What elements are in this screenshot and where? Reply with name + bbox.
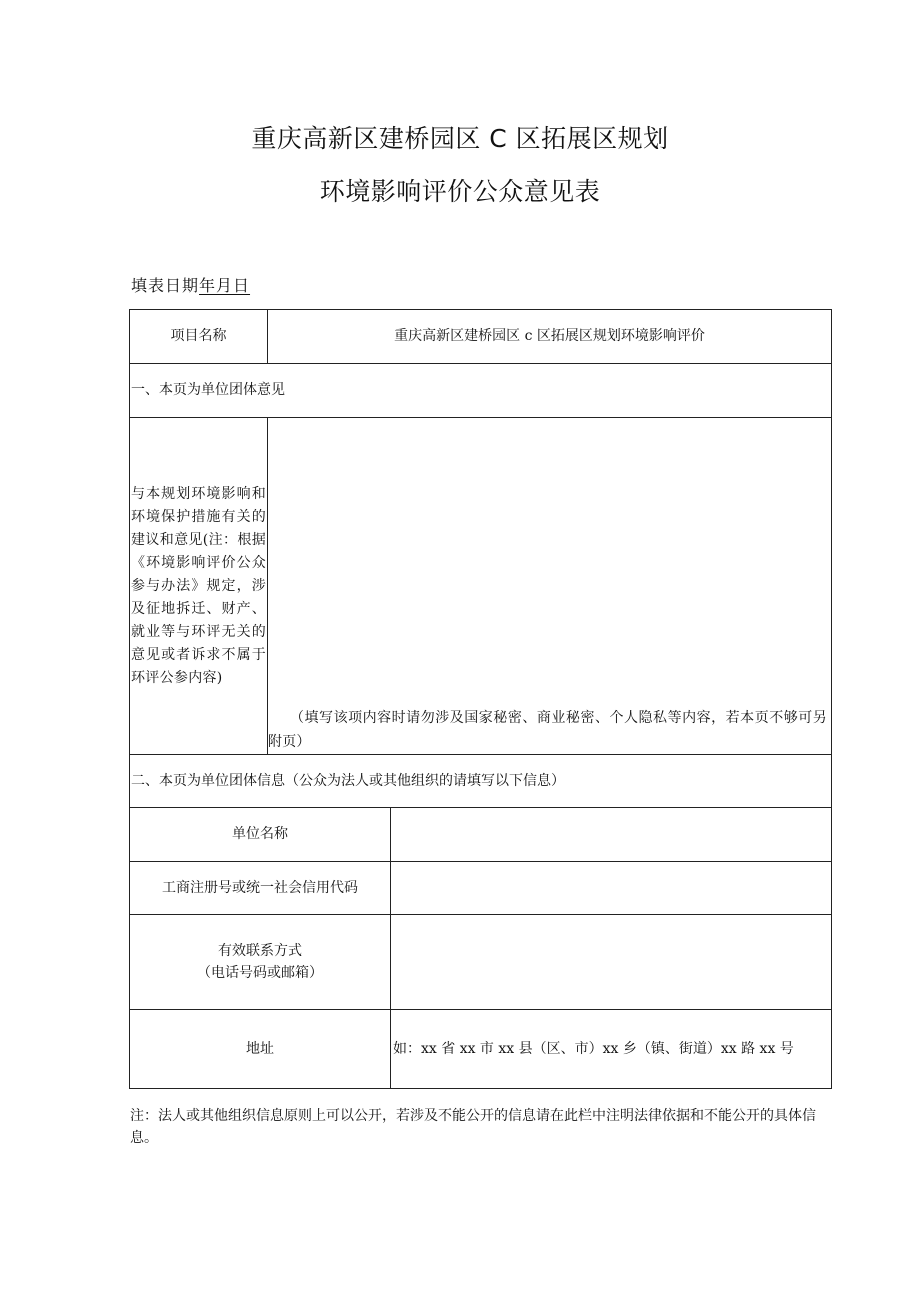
opinion-hint: （填写该项内容时请勿涉及国家秘密、商业秘密、个人隐私等内容，若本页不够可另附页） bbox=[268, 710, 827, 750]
contact-label-line1: 有效联系方式 bbox=[218, 943, 302, 959]
opinion-form-table bbox=[129, 309, 832, 1089]
reg-code-label: 工商注册号或统一社会信用代码 bbox=[162, 879, 358, 896]
address-field[interactable]: 如：xx 省 xx 市 xx 县（区、市）xx 乡（镇、街道）xx 路 xx 号 bbox=[393, 1040, 794, 1057]
footer-note: 注：法人或其他组织信息原则上可以公开，若涉及不能公开的信息请在此栏中注明法律依据和不能公开的具体信息。 bbox=[130, 1108, 816, 1146]
org-name-field[interactable] bbox=[391, 808, 831, 861]
opinion-label: 与本规划环境影响和环境保护措施有关的建议和意见(注：根据《环境影响评价公众参与办法》规定，涉及征地拆迁、财产、就业等与环评无关的意见或者诉求不属于环评公参内容) bbox=[131, 485, 266, 686]
address-label: 地址 bbox=[246, 1040, 274, 1057]
fill-date-value[interactable]: 年月日 bbox=[199, 276, 251, 295]
contact-field[interactable] bbox=[391, 915, 831, 1009]
section1-title: 一、本页为单位团体意见 bbox=[131, 382, 285, 398]
section2-title: 二、本页为单位团体信息（公众为法人或其他组织的请填写以下信息） bbox=[131, 772, 565, 789]
reg-code-field[interactable] bbox=[391, 862, 831, 914]
project-name-value: 重庆高新区建桥园区 c 区拓展区规划环境影响评价 bbox=[394, 328, 705, 344]
org-name-label: 单位名称 bbox=[232, 826, 288, 842]
project-name-label: 项目名称 bbox=[170, 328, 227, 344]
contact-label-line2: （电话号码或邮箱） bbox=[197, 965, 323, 981]
opinion-label-cell bbox=[130, 418, 267, 754]
document-title-line-1: 重庆高新区建桥园区 C 区拓展区规划 bbox=[251, 124, 669, 153]
fill-date bbox=[131, 273, 250, 296]
fill-date-label: 填表日期 bbox=[131, 276, 200, 295]
opinion-input-area[interactable] bbox=[268, 418, 831, 754]
document-title-line-2: 环境影响评价公众意见表 bbox=[319, 177, 601, 206]
contact-label bbox=[130, 915, 390, 1009]
